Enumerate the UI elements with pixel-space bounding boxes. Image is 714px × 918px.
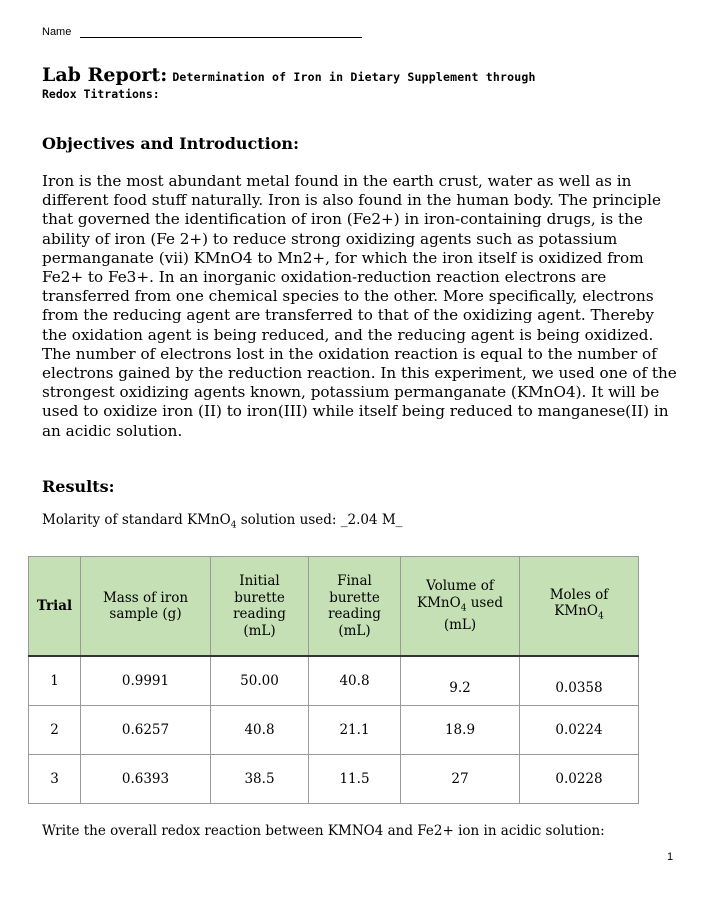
cell-moles: 0.0224 xyxy=(520,706,639,755)
table-row xyxy=(29,656,639,706)
cell-mass: 0.6393 xyxy=(81,755,211,804)
cell-final: 11.5 xyxy=(309,755,401,804)
table-row xyxy=(29,755,639,804)
cell-trial: 2 xyxy=(29,706,81,755)
header-final-reading: Final burette reading (mL) xyxy=(309,557,401,657)
cell-trial: 1 xyxy=(29,656,81,706)
objectives-heading: Objectives and Introduction: xyxy=(42,134,299,153)
header-moles: Moles of KMnO$_4$ xyxy=(520,557,639,657)
table-row xyxy=(29,706,639,755)
cell-volume: 9.2 xyxy=(401,656,520,706)
name-blank-line[interactable] xyxy=(80,27,362,38)
molarity-label: Molarity of standard KMnO xyxy=(42,512,231,528)
table-header-row xyxy=(29,557,639,657)
title-block xyxy=(42,64,682,101)
molarity-line xyxy=(42,512,402,531)
results-heading: Results: xyxy=(42,477,115,496)
cell-moles: 0.0358 xyxy=(520,656,639,706)
page-number: 1 xyxy=(667,851,674,863)
cell-final: 40.8 xyxy=(309,656,401,706)
results-table xyxy=(28,556,639,804)
cell-volume: 18.9 xyxy=(401,706,520,755)
molarity-value: _2.04 M_ xyxy=(340,512,403,528)
header-initial-reading: Initial burette reading (mL) xyxy=(211,557,309,657)
molarity-subscript: 4 xyxy=(230,520,237,531)
intro-paragraph: Iron is the most abundant metal found in the earth crust, water as well as in different food stuff naturally. Iron is also found in the human body. The principle that governed the identification of iron (Fe2+) in iron-containing drugs, is the ability of iron (Fe 2+) to reduce strong oxidizing agents such as potassium permanganate (vii) KMnO4 to Mn2+, for which the iron itself is oxidized from Fe2+ to Fe3+. In an inorganic oxidation-reduction reaction electrons are transferred from one chemical species to the other. More specifically, electrons from the reducing agent are transferred to that of the oxidizing agent. Thereby the oxidation agent is being reduced, and the reducing agent is being oxidized. The number of electrons lost in the oxidation reaction is equal to the number of electrons gained by the reduction reaction. In this experiment, we used one of the strongest oxidizing agents known, potassium permanganate (KMnO4). It will be used to oxidize iron (II) to iron(III) while itself being reduced to manganese(II) in an acidic solution. xyxy=(42,172,677,440)
cell-final: 21.1 xyxy=(309,706,401,755)
name-label: Name xyxy=(42,26,72,38)
molarity-label-post: solution used: xyxy=(236,512,341,528)
cell-mass: 0.6257 xyxy=(81,706,211,755)
lab-report-title: Lab Report: xyxy=(42,64,168,86)
cell-trial: 3 xyxy=(29,755,81,804)
cell-moles: 0.0228 xyxy=(520,755,639,804)
header-trial: Trial xyxy=(29,557,81,657)
subtitle-line1: Determination of Iron in Dietary Supplement through xyxy=(172,70,536,84)
cell-initial: 50.00 xyxy=(211,656,309,706)
redox-question: Write the overall redox reaction between KMNO4 and Fe2+ ion in acidic solution: xyxy=(42,823,605,839)
subtitle-line2: Redox Titrations: xyxy=(42,87,160,101)
name-field xyxy=(42,26,362,38)
header-volume: Volume of KMnO$_4$ used (mL) xyxy=(401,557,520,657)
cell-initial: 40.8 xyxy=(211,706,309,755)
cell-initial: 38.5 xyxy=(211,755,309,804)
cell-mass: 0.9991 xyxy=(81,656,211,706)
cell-volume: 27 xyxy=(401,755,520,804)
header-mass: Mass of iron sample (g) xyxy=(81,557,211,657)
